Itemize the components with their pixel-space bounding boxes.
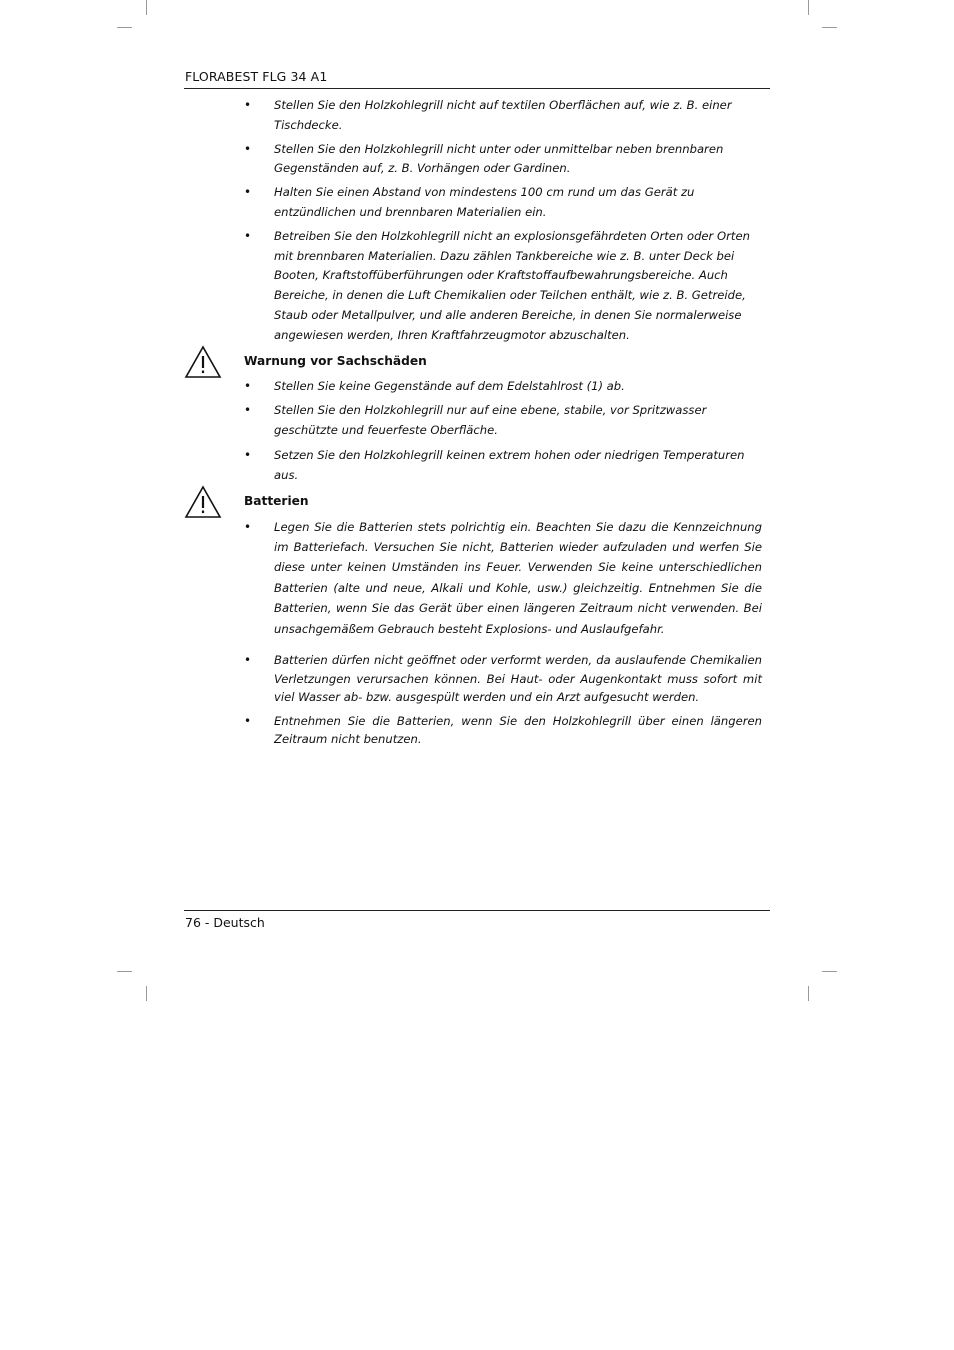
crop-mark xyxy=(146,0,147,15)
list-item: • Halten Sie einen Abstand von mindestens 100 cm rund um das Gerät zu entzündlichen und brennbaren Materialien ein. xyxy=(184,183,770,223)
list-item: • Stellen Sie keine Gegenstände auf dem Edelstahlrost (1) ab. xyxy=(184,377,770,397)
list-item: • Stellen Sie den Holzkohlegrill nur auf eine ebene, stabile, vor Spritzwasser geschützte und feuerfeste Oberfläche. xyxy=(184,401,770,441)
section-heading-batterien xyxy=(184,492,770,510)
footer-rule xyxy=(184,910,770,911)
warning-triangle-icon xyxy=(184,345,222,379)
crop-mark xyxy=(822,27,837,28)
list-item: • Setzen Sie den Holzkohlegrill keinen extrem hohen oder niedrigen Temperaturen aus. xyxy=(184,446,770,486)
section-heading-text: Batterien xyxy=(244,493,309,508)
list-item: • Entnehmen Sie die Batterien, wenn Sie den Holzkohlegrill über einen längeren Zeitraum nicht benutzen. xyxy=(184,712,770,749)
list-item: • Betreiben Sie den Holzkohlegrill nicht an explosionsgefährdeten Orten oder Orten mit brennbaren Materialien. Dazu zählen Tankbereiche wie z. B. unter Deck bei Booten, Kraftstoffüberführungen oder Kraftstoffaufbewahrungsbereiche. Auch Bereiche, in denen die Luft Chemikalien oder Teilchen enthält, wie z. B. Getreide, Staub oder Metallpulver, und alle anderen Bereiche, in denen Sie normalerweise angewiesen werden, Ihren Kraftfahrzeugmotor abzuschalten. xyxy=(184,227,770,346)
crop-mark xyxy=(117,27,132,28)
header-rule xyxy=(184,88,770,89)
crop-mark xyxy=(146,986,147,1001)
page-number: 76 - Deutsch xyxy=(185,915,265,930)
list-item: • Stellen Sie den Holzkohlegrill nicht auf textilen Oberflächen auf, wie z. B. einer Tischdecke. xyxy=(184,96,770,136)
page-content xyxy=(184,96,770,749)
section-heading-text: Warnung vor Sachschäden xyxy=(244,353,427,368)
header-title: FLORABEST FLG 34 A1 xyxy=(185,69,328,84)
crop-mark xyxy=(808,986,809,1001)
list-item: • Stellen Sie den Holzkohlegrill nicht unter oder unmittelbar neben brennbaren Gegenständen auf, z. B. Vorhängen oder Gardinen. xyxy=(184,140,770,180)
crop-mark xyxy=(822,971,837,972)
section-heading-sachschaeden xyxy=(184,352,770,370)
crop-mark xyxy=(808,0,809,15)
crop-mark xyxy=(117,971,132,972)
list-item: • Batterien dürfen nicht geöffnet oder verformt werden, da auslaufende Chemikalien Verletzungen verursachen können. Bei Haut- oder Augenkontakt muss sofort mit viel Wasser ab- bzw. ausgespült werden und ein Arzt aufgesucht werden. xyxy=(184,651,770,707)
list-item: • Legen Sie die Batterien stets polrichtig ein. Beachten Sie dazu die Kennzeichnung im Batteriefach. Versuchen Sie nicht, Batterien wieder aufzuladen und werfen Sie diese unter keinen Umständen ins Feuer. Verwenden Sie keine unterschiedlichen Batterien (alte und neue, Alkali und Kohle, usw.) gleichzeitig. Entnehmen Sie die Batterien, wenn Sie das Gerät über einen längeren Zeitraum nicht verwenden. Bei unsachgemäßem Gebrauch besteht Explosions- und Auslaufgefahr. xyxy=(184,517,770,639)
warning-triangle-icon xyxy=(184,485,222,519)
